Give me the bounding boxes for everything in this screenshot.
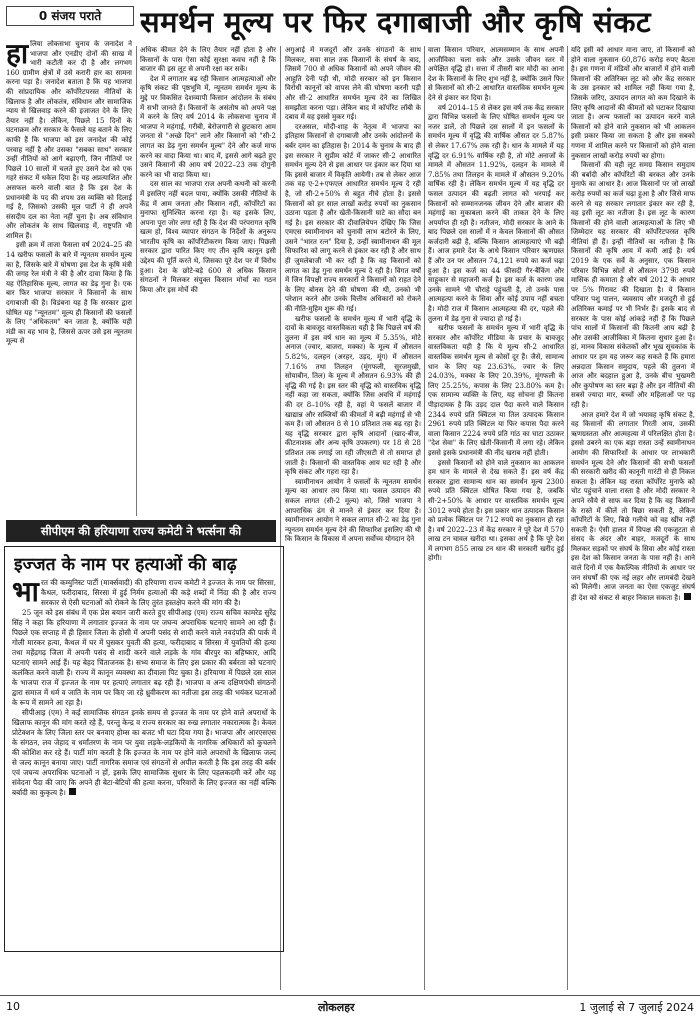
box-article-body <box>12 578 276 944</box>
publication-name: लोकलहर <box>318 1001 355 1014</box>
box-kicker: सीपीएम की हरियाणा राज्य कमेटी ने भर्त्सना की <box>6 520 276 542</box>
article-paragraph: यदि इसी को आधार माना जाए, तो किसानों को होने वाला नुकसान 60,876 करोड़ रुपए बैठता है। इस गणना में मंडियों और बाजारों में होने वाली किसानों की अतिरिक्त लूट को और केंद्र सरकार के उस इनकार को शामिल नहीं किया गया है, जिसके जरिए, उत्पादन लागत को कम दिखाने के लिए कृषि आदानों की कीमतों को घटाकर दिखाया जाता है। अन्य फसलों का उत्पादन करने वाले किसानों को होने वाले नुकसान को भी आकलन इसी प्रकार किया जा सकता है और इस सबको गणना में शामिल करने पर किसानों को होने वाला नुकसान लाखों करोड़ रुपयों का होगा। <box>571 46 695 160</box>
article-column-1 <box>6 40 132 514</box>
article-paragraph: हालिया लोकसभा चुनाव के जनादेश ने भाजपा और एनडीए दोनों की साख में भारी कटौती कर दी है और लगभग 160 ग्रामीण क्षेत्रों में उसे करारी हार का सामना करना पड़ा है। जनादेश बताता है कि यह भाजपा की सांप्रदायिक और कॉर्पोरेटपरस्त नीतियों के खिलाफ है और लोकतंत्र, संविधान और सामाजिक न्याय से खिलवाड़ करने की इजाजत देने के लिए तैयार नहीं है। लेकिन, पिछले 15 दिनों के घटनाक्रम और सरकार के फैसले यह बताने के लिए काफी हैं कि भाजपा को इस जनादेश की कोई परवाह नहीं है और उसका "सबका साथ" सरकार उन्हीं नीतियों को आगे बढ़ाएगी, जिन नीतियों पर पिछले 10 सालों में चलते हुए उसने देश को एक गहरे संकट में धकेल दिया है। यह अप्रत्याशित और असफल करने वाली बात है कि इस देश के प्रधानमंत्री के पद की शपथ उस व्यक्ति को दिलाई गई है, जिसको उसकी मूल पार्टी ने ही अपने संसदीय दल का नेता नहीं चुना है। अब संविधान और लोकतंत्र के साथ खिलवाड़ में, राष्ट्रपति भी शामिल हैं। <box>6 40 132 240</box>
article-paragraph: किसानों की यही लूट समग्र किसान समुदाय की बर्बादी और कॉर्पोरेटों की बरकत और उनके मुनाफे का आधार है। आज किसानों पर जो लाखों करोड़ रुपयों का कर्ज चढ़ा हुआ है और जिसे माफ करने से यह सरकार लगातार इंकार कर रही है, वह इसी लूट का नतीजा है। इस लूट के कारण किसानों की होने वाली आत्महत्याओं के लिए भी जिम्मेदार यह सरकार की कॉर्पोरेटपरस्त कृषि नीतियां ही हैं। इन्हीं नीतियों का नतीजा है कि किसानों की कृषि आय में कमी आई है। वर्ष 2019 के एक सर्वे के अनुसार, एक किसान परिवार विभिन्न स्रोतों से औसतन 3798 रुपये मासिक ही कमाता है और वर्ष 2012 के आधार पर 5% गिरावट की दिखाता है। ये किसान परिवार पशु पालन, व्यवसाय और मजदूरी से हुई अतिरिक्त कमाई पर भी निर्भर हैं। इसके बाद से सरकार के पास कोई आंकड़े नहीं हैं कि पिछले पांच सालों में किसानों की कितनी आय बढ़ी है और उसकी आजीविका में कितना सुधार हुआ है। हां, मानव विकास संकेतकों और भूख सूचकांक के आधार पर हम यह जरूर कह सकते हैं कि हमारा अन्नदाता किसान समुदाय, पहले की तुलना में आज और बदहाल हुआ है, उनके बीच भुखमरी और कुपोषण का स्तर बढ़ा है और इन नीतियों की सबसे ज्यादा मार, बच्चों और महिलाओं पर पड़ रही है। <box>571 161 695 409</box>
article-paragraph: अधिक कीमत देने के लिए तैयार नहीं होता है और किसानों के पास ऐसा कोई सुरक्षा कवच नहीं है कि बाजार की इस लूट से अपनी रक्षा कर सकें। <box>140 46 276 74</box>
box-headline: इज्जत के नाम पर हत्याओं की बाढ़ <box>14 555 237 575</box>
article-paragraph: खरीफ फसलों के समर्थन मूल्य में भारी वृद्धि के दावों के बावजूद वास्तविकता यही है कि पिछले वर्ष की तुलना में इस वर्ष धान का मूल्य में 5.35%, मोटे अनाज (ज्वार, बाजरा, मक्का) के मूल्य में औसतन 5.82%, दलहन (अरहर, उड़द, मूंग) में औसतन 7.16% तथा तिलहन (मूंगफली, सूरजमुखी, सोयाबीन, तिल) के मूल्य में औसतन 6.93% की ही वृद्धि की गई है। इस स्तर की वृद्धि को वास्तविक वृद्धि नहीं कहा जा सकता, क्योंकि जिस अवधि में महंगाई की दर 8–10% रही है, वहां ये फसलें बाजार में खाद्यान्न और सब्जियों की कीमतों में बढ़ी महंगाई से भी कम हैं। जो औसतन 8 से 10 प्रतिशत तक बढ़ रहा है। यह वृद्धि सरकार द्वारा कृषि आदानों (खाद-बीज, कीटनाशक और अन्य कृषि उपकरण) पर 18 से 28 प्रतिशत तक लगाई जा रही जीएसटी से तो समाप्त हो जाती है। किसानों की वास्तविक आय घट रही है और कृषि संकट और गहरा रहा है। <box>285 314 421 477</box>
article-paragraph: 25 जून को इस संबंध में एक प्रेस बयान जारी करते हुए सीपीआइ (एम) राज्य सचिव कामरेड सुरेंद्र सिंह ने कहा कि हरियाणा में लगातार इज्जत के नाम पर जघन्य अपराधिक घटनाएं सामने आ रही हैं। पिछले एक सप्ताह में ही हिसार जिला के होसी में अपनी पसंद से शादी करने वाले नवदंपति की पार्क में गोली मारकर हत्या, कैथल में घर में घुसकर युवती की हत्या, फरीदाबाद व सिरसा में युवतियों की हत्या तथा महेंद्रगढ़ जिला में अपनी पसंद से शादी करने वाले लड़के के गांव बीरपुर का बहिष्कार, आदि घटनाएं सामने आई हैं। यह बेहद चिंताजनक है। सभ्य समाज के लिए इस प्रकार की बर्बरता को घटनाएं कलंकित करने वाली हैं। राज्य में कानून व्यवस्था का दीवाला पिट चुका है। हरियाणा में पिछले दस साल के भाजपा राज में इज्जत के नाम पर हत्याएं लगातार बढ़ रही हैं। भाजपा व अन्य दक्षिणपंथी संगठनों द्वारा समाज में धर्म व जाति के नाम पर किए जा रहे ध्रुवीकरण का नतीजा इस तरह की भयंकर घटनाओं के रूप में सामने आ रहा है। <box>12 608 276 707</box>
dropcap: हा <box>6 40 29 70</box>
article-headline: समर्थन मूल्य पर फिर दगाबाजी और कृषि संकट <box>140 5 652 39</box>
issue-date: 1 जुलाई से 7 जुलाई 2024 <box>579 1001 694 1014</box>
article-paragraph: देश में लगातार बढ़ रही किसान आत्महत्याओं और कृषि संकट की पृष्ठभूमि में, न्यूनतम समर्थन मूल्य के मुद्दे पर विकसित देशव्यापी किसान आंदोलन के संबंध में सभी जानते हैं। किसानों के असंतोष को अपने पक्ष में करने के लिए वर्ष 2014 के लोकसभा चुनाव में भाजपा ने महंगाई, गरीबी, बेरोजगारी से छुटकारा आम जनता से "अच्छे दिन" लाने और किसानों को "सी-2 लागत का डेढ़ गुना समर्थन मूल्य" देने और कर्ज माफ करने का वादा किया था। बाद में, इससे आगे बढ़ते हुए उसने किसानों की आय वर्ष 2022–23 तक दोगुनी करने का भी वादा किया था। <box>140 74 276 179</box>
article-paragraph: आज हमारे देश में जो भयावह कृषि संकट है, वह किसानों की लगातार गिरती आय, उसकी ऋणग्रस्तता और आत्महत्या में परिलक्षित होता है। इससे उबरने का एक बड़ा रास्ता उन्हें स्वामीनाथन आयोग की सिफारिशों के आधार पर लाभकारी समर्थन मूल्य देने और किसानों की सभी फसलों की सरकारी खरीद की कानूनी गारंटी से ही निकल सकता है। लेकिन यह रास्ता कॉर्पोरेट मुनाफे को चोट पहुंचाने वाला रास्ता है और मोदी सरकार ने अपने रवैये से साफ कर दिया है कि वह किसानों के रास्ते में कीलें तो बिछा सकती है, लेकिन कॉर्पोरेटों के लिए, बिछे गलीचे को वह खींच नहीं सकती है। ऐसी हालत में विपक्ष की एकजुटता से संसद के अंदर और बाहर, मजदूरों के साथ मिलकर सड़कों पर संघर्ष के सिवा और कोई रास्ता इस देश को किसान जनता के पास नहीं है। आने वाले दिनों में एक वैकल्पिक नीतियों के आधार पर जन संघर्षों की एक नई लहर और लामबंदी देखने को मिलेगी। आज जनता का ऐसा एकजुट संघर्ष ही देश को संकट से बाहर निकाल सकता है। <box>571 410 695 602</box>
article-paragraph: सीपीआइ (एम) ने कई सामाजिक संगठन इनके समय से इज्जत के नाम पर होने वाले अपराधों के खिलाफ कानून की मांग करते रहे हैं, परन्तु केन्द्र व राज्य सरकार का रुख लगातार नकारात्मक है। केवल प्रोटेक्शन के लिए जिला स्तर पर बनवाए होम्स का बजट भी घटा दिया गया है। भाजपा और आरएसएस के संगठन, लव जेहाद व धर्मांतरण के नाम पर युवा लड़के-लड़कियों के नागरिक अधिकारों को कुचलने की कोशिश कर रहे हैं। पार्टी मांग करती है कि इज्जत के नाम पर होने वाले अपराधों के खिलाफ जल्द से जल्द कानून बनाया जाए। पार्टी नागरिक समाज एवं संगठनों से अपील करती है कि इस तरह की बर्बर एवं जघन्य अपराधिक घटनाओं न हों, इसके लिए सामाजिक सुधार के लिए पहलकदमी करें और यह संवेदना पैदा की जाए कि अपने ही बेटा-बेटियों की हत्या करना, परिवारों के लिए इज्जत का नहीं बल्कि बर्बादी का कुकृत्य है। <box>12 708 276 797</box>
article-paragraph: दरअसल, मोदी-शाह के नेतृत्व में भाजपा का इतिहास किसानों से दगाबाजी और उनके आंदोलनों के बर्बर दमन का इतिहास है। 2014 के चुनाव के बाद ही इस सरकार ने सुप्रीम कोर्ट में जाकर सी-2 आधारित समर्थन मूल्य देने से इस आधार पर इंकार कर दिया था कि इससे बाजार में विकृति आयेगी। तब से लेकर आज तक वह ए-2+एफएल आधारित समर्थन मूल्य दे रही है, जो सी-2+50% से बहुत नीचे होता है। इससे किसानों को हर साल लाखों करोड़ रुपयों का नुकसान उठाना पड़ता है और खेती-किसानी घाटे का सौदा बन गई है। इस सरकार की दीवालियेपन देखिए कि जिस एमएस स्वामीनाथन को चुनावी लाभ बटोरने के लिए, उसने "भारत रत्न" दिया है, उन्हीं स्वामीनाथन की मूल सिफारिश को लागू करने से इंकार कर रही है और साथ ही जुमलेबाजी भी कर रही है कि वह किसानों को लागत का डेढ़ गुना समर्थन मूल्य दे रही है। विगत वर्षों में जिन विपक्षी राज्य सरकारों ने किसानों को राहत देने के लिए बोनस देने की घोषणा की थी, उनको भी परेशान करने और उनके वित्तीय अधिकारों को रोकने की नीति-मुहिम शुरू की गई। <box>285 122 421 314</box>
article-paragraph: भारत की कम्युनिस्ट पार्टी (मार्क्सवादी) की हरियाणा राज्य कमेटी ने इज्जत के नाम पर सिरसा, कैथल, फरीदाबाद, सिरसा में हुई निर्मम हत्याओं की कड़े शब्दों में निंदा की है और राज्य सरकार से ऐसी घटनाओं को रोकने के लिए तुरंत हस्तक्षेप करने की मांग की है। <box>12 578 276 608</box>
end-mark-icon <box>69 788 76 795</box>
end-mark-icon <box>684 593 691 600</box>
page-number: 10 <box>6 1000 20 1013</box>
article-paragraph: इसी क्रम में ताजा फैसला वर्ष 2024–25 की 14 खरीफ फसलों के बारे में न्यूनतम समर्थन मूल्य का है, जिसके बारे में घोषणा इस देश के कृषि मंत्री की जगह रेल मंत्री ने की है और दावा किया है कि यह ऐतिहासिक मूल्य, लागत का डेढ़ गुना है। एक बार फिर भाजपा सरकार ने किसानों के साथ दगाबाजी की है। विडंबना यह है कि सरकार द्वारा घोषित यह "न्यूनतम" मूल्य ही किसानों की फसलों के लिए "अधिकतम" बन जाता है, क्योंकि यही मंडी का वह भाव है, जिससे ऊपर उसे इस न्यूनतम मूल्य से <box>6 241 132 346</box>
dropcap: भा <box>12 578 39 608</box>
article-paragraph: इससे किसानों को होने वाले नुकसान का आकलन हम धान के मामले से देख सकते हैं। इस वर्ष केंद्र सरकार द्वारा सामान्य धान का समर्थन मूल्य 2300 रुपये प्रति क्विंटल घोषित किया गया है, जबकि सी-2+50% के आधार पर वास्तविक समर्थन मूल्य 3012 रुपये होता है। इस प्रकार धान उत्पादक किसान को प्रत्येक क्विंटल पर 712 रुपये का नुकसान हो रहा है। वर्ष 2022–23 में केंद्र सरकार ने पूरे देश में 570 लाख टन चावल खरीदा था। इसका अर्थ है कि पूरे देश में लगभग 855 लाख टन धान की सरकारी खरीद हुई होगी। <box>428 458 564 563</box>
article-column-2 <box>140 46 276 514</box>
article-paragraph: स्वामीनाथन आयोग ने फसलों के न्यूनतम समर्थन मूल्य का आधार तय किया था। फसल उत्पादन की सकल लागत (सी-2 मूल्य) को, जिसे भाजपा ने आपराधिक ढंग से मानने से इंकार कर दिया है। स्वामीनाथन आयोग ने सकल लागत सी-2 का डेढ़ गुना न्यूनतम समर्थन मूल्य देने की सिफारिश इसलिए की थी कि किसान के विकास में अपना सर्वोच्च योगदान देने <box>285 477 421 544</box>
article-paragraph: अगुआई में मजदूरों और उनके संगठनों के साथ मिलकर, सवा साल तक किसानों के संघर्ष के बाद, जिसमें 700 से अधिक किसानों को अपने जीवन की आहुति देनी पड़ी थी, मोदी सरकार को इन किसान विरोधी कानूनों को वापस लेने की घोषणा करनी पड़ी और सी-2 आधारित समर्थन मूल्य देने का लिखित समझौता करना पड़ा। लेकिन बाद में कॉर्पोरेट लॉबी के दबाव में वह इससे मुकर गई। <box>285 46 421 122</box>
article-paragraph: वर्ष 2014–15 से लेकर इस वर्ष तक केंद्र सरकार द्वारा विभिन्न फसलों के लिए घोषित समर्थन मूल्य पर नजर डालें, तो पिछले दस सालों में इन फसलों के समर्थन मूल्य में वृद्धि की वार्षिक औसत दर 5.87% से लेकर 17.67% तक रही है। धान के मामले में यह वृद्धि दर 6.91% वार्षिक रही है, तो मोटे अनाजों के मामले में औसतन 11.92%, दलहन के मामले में 7.85% तथा तिलहन के मामले में औसतन 9.20% वार्षिक रही है। लेकिन समर्थन मूल्य में यह वृद्धि दर फसल उत्पादन की बढ़ती लागत को भरपाई कर किसानों को सम्मानजनक जीवन देने और बाजार की महंगाई का मुकाबला करने की ताकत देने के लिए अपर्याप्त ही रही है। नतीजन, मोदी सरकार के आने के बाद पिछले दस सालों में न केवल किसानों की औसत कर्जदारी बढ़ी है, बल्कि किसान आत्महत्याएं भी बढ़ी हैं। आज हमारे देश के आधे किसान परिवार ऋणग्रस्त हैं और उन पर औसतन 74,121 रुपये का कर्ज चढ़ा हुआ है। इस कर्ज का 44 फीसदी गैर-बैंकिंग और साहूकार से महाजनी कर्ज है। इस कर्ज के कारण जब उनके सामने भी चौराहे पहुंचती है, तो उनके पास आत्महत्या करने के सिवा और कोई उपाय नहीं बचता है। मोदी राज में किसान आत्महत्या की दर, पहले की तुलना में डेढ़ गुना से ज्यादा हो गई है। <box>428 103 564 323</box>
byline: 0 संजय पराते <box>6 6 134 26</box>
article-paragraph: वाला किसान परिवार, आत्मसम्मान के साथ अपनी आजीविका चला सके और उसके जीवन स्तर में अपेक्षित वृद्धि हो। सत्ता में तीसरी बार मोदी का आना देश के किसानों के लिए शुभ नहीं है, क्योंकि उसने फिर से किसानों को सी-2 आधारित वास्तविक समर्थन मूल्य देने से इंकार कर दिया है। <box>428 46 564 102</box>
article-paragraph: दस साल का भाजपा राज अपनी कथनी को करनी में इसलिए नहीं बदल पाया, क्योंकि उसकी नीतियों के केंद्र में आम जनता और किसान नहीं, कॉर्पोरेटों का मुनाफा सुनिश्चित करना रहा है। यह इसके लिए, अपना पूरा जोर लगा रही है कि देश की परंपरागत कृषि खत्म हो, विश्व व्यापार संगठन के निर्देशों के अनुरूप भारतीय कृषि का कॉर्पोरेटीकरण किया जाए। पिछली सरकार द्वारा पारित किए गए तीन कृषि कानून इसी उद्देश्य की पूर्ति करते थे, जिसका पूरे देश पर में विरोध हुआ। देश के छोटे-बड़े 600 से अधिक किसान संगठनों ने मिलकर संयुक्त किसान मोर्चा का गठन किया और इस मोर्चे की <box>140 180 276 294</box>
article-column-5 <box>571 46 695 988</box>
article-paragraph: खरीफ फसलों के समर्थन मूल्य में भारी वृद्धि के सरकार और कॉर्पोरेट मीडिया के प्रचार के बावजूद वास्तविकता यही है कि ये मूल्य सी-2 आधारित वास्तविक समर्थन मूल्य से कोसों दूर हैं। जैसे, सामान्य धान के लिए यह 23.63%, ज्वार के लिए 24.03%, मक्का के लिए 20.39%, मूंगफली के लिए 25.25%, कपास के लिए 23.80% कम है। एक सामान्य व्यक्ति के लिए, यह सोचना ही कितना पीड़ादायक है कि उड़द दाल पैदा करने वाले किसान 2344 रुपये प्रति क्विंटल या तिल उत्पादक किसान 2961 रुपये प्रति क्विंटल या फिर कपास पैदा करने वाला किसान 2224 रुपये प्रति गांठ का घाटा उठाकर "देश सेवा" के लिए खेती-किसानी में लगा रहे। लेकिन इससे इसके प्रधानमंत्री की नींद खराब नहीं होती। <box>428 324 564 457</box>
page-footer <box>0 995 700 1016</box>
article-column-4 <box>428 46 564 988</box>
article-column-3 <box>285 46 421 988</box>
